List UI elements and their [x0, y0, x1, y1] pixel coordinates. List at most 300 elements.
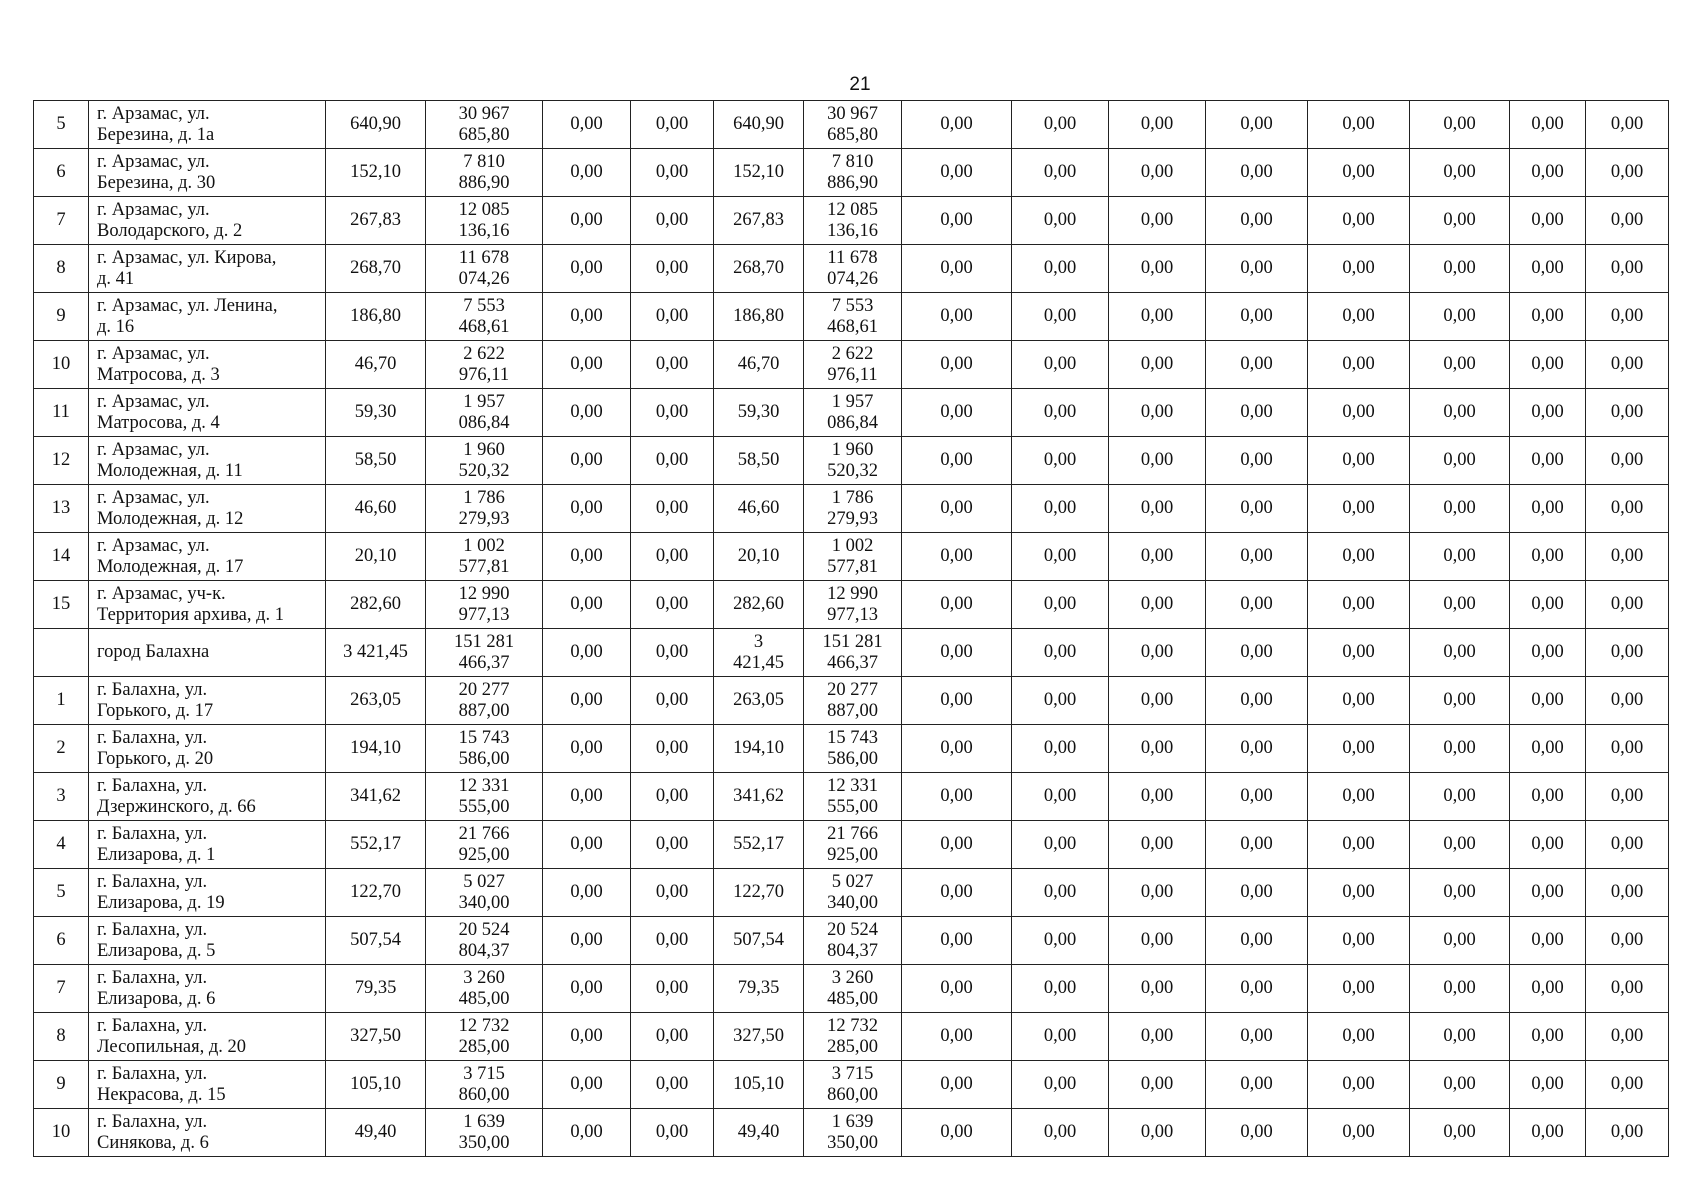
area-cell: 20,10 — [326, 533, 426, 581]
cost-total-cell: 11 678 074,26 — [804, 245, 902, 293]
row-number-cell: 6 — [34, 917, 89, 965]
value-cell: 0,00 — [1586, 629, 1669, 677]
value-cell: 0,00 — [1586, 197, 1669, 245]
value-cell: 0,00 — [543, 917, 631, 965]
cost-total-cell: 15 743 586,00 — [804, 725, 902, 773]
value-cell: 0,00 — [1206, 629, 1308, 677]
value-cell: 0,00 — [1410, 725, 1510, 773]
value-cell: 0,00 — [1510, 629, 1586, 677]
value-cell: 0,00 — [543, 677, 631, 725]
value-cell: 0,00 — [1012, 533, 1109, 581]
address-cell: г. Балахна, ул. Елизарова, д. 1 — [89, 821, 326, 869]
value-cell: 0,00 — [631, 917, 714, 965]
value-cell: 0,00 — [1012, 917, 1109, 965]
value-cell: 0,00 — [543, 101, 631, 149]
cost-cell: 15 743 586,00 — [426, 725, 543, 773]
area-total-cell: 327,50 — [714, 1013, 804, 1061]
cost-total-cell: 2 622 976,11 — [804, 341, 902, 389]
value-cell: 0,00 — [1012, 677, 1109, 725]
cost-total-cell: 3 715 860,00 — [804, 1061, 902, 1109]
table-row — [34, 341, 1669, 389]
value-cell: 0,00 — [631, 1013, 714, 1061]
value-cell: 0,00 — [1109, 197, 1206, 245]
value-cell: 0,00 — [631, 965, 714, 1013]
value-cell: 0,00 — [1012, 101, 1109, 149]
cost-cell: 11 678 074,26 — [426, 245, 543, 293]
value-cell: 0,00 — [1586, 1013, 1669, 1061]
value-cell: 0,00 — [902, 965, 1012, 1013]
value-cell: 0,00 — [1206, 149, 1308, 197]
value-cell: 0,00 — [1308, 533, 1410, 581]
value-cell: 0,00 — [1012, 341, 1109, 389]
table-row — [34, 149, 1669, 197]
value-cell: 0,00 — [543, 197, 631, 245]
value-cell: 0,00 — [1109, 245, 1206, 293]
area-total-cell: 59,30 — [714, 389, 804, 437]
table-row — [34, 1013, 1669, 1061]
value-cell: 0,00 — [902, 293, 1012, 341]
value-cell: 0,00 — [1308, 1109, 1410, 1157]
area-cell: 267,83 — [326, 197, 426, 245]
area-cell: 46,60 — [326, 485, 426, 533]
value-cell: 0,00 — [902, 629, 1012, 677]
value-cell: 0,00 — [1586, 533, 1669, 581]
value-cell: 0,00 — [1109, 533, 1206, 581]
value-cell: 0,00 — [1109, 917, 1206, 965]
cost-cell: 12 331 555,00 — [426, 773, 543, 821]
value-cell: 0,00 — [1586, 245, 1669, 293]
area-cell: 152,10 — [326, 149, 426, 197]
value-cell: 0,00 — [1206, 245, 1308, 293]
value-cell: 0,00 — [1586, 917, 1669, 965]
value-cell: 0,00 — [631, 1109, 714, 1157]
table-row — [34, 917, 1669, 965]
value-cell: 0,00 — [1206, 197, 1308, 245]
table-row — [34, 821, 1669, 869]
value-cell: 0,00 — [1410, 485, 1510, 533]
value-cell: 0,00 — [1308, 485, 1410, 533]
table-row — [34, 581, 1669, 629]
value-cell: 0,00 — [1206, 1061, 1308, 1109]
value-cell: 0,00 — [1308, 1013, 1410, 1061]
value-cell: 0,00 — [1410, 533, 1510, 581]
row-number-cell: 2 — [34, 725, 89, 773]
value-cell: 0,00 — [1109, 629, 1206, 677]
value-cell: 0,00 — [1206, 101, 1308, 149]
address-cell: г. Арзамас, ул. Березина, д. 1а — [89, 101, 326, 149]
address-cell: город Балахна — [89, 629, 326, 677]
value-cell: 0,00 — [902, 821, 1012, 869]
cost-cell: 1 786 279,93 — [426, 485, 543, 533]
value-cell: 0,00 — [1586, 1109, 1669, 1157]
cost-cell: 12 085 136,16 — [426, 197, 543, 245]
address-cell: г. Арзамас, ул. Матросова, д. 4 — [89, 389, 326, 437]
value-cell: 0,00 — [1308, 581, 1410, 629]
value-cell: 0,00 — [1410, 437, 1510, 485]
value-cell: 0,00 — [1109, 149, 1206, 197]
area-total-cell: 79,35 — [714, 965, 804, 1013]
value-cell: 0,00 — [1510, 1109, 1586, 1157]
value-cell: 0,00 — [543, 341, 631, 389]
value-cell: 0,00 — [631, 1061, 714, 1109]
value-cell: 0,00 — [1109, 581, 1206, 629]
value-cell: 0,00 — [1109, 101, 1206, 149]
value-cell: 0,00 — [1510, 773, 1586, 821]
value-cell: 0,00 — [1206, 581, 1308, 629]
value-cell: 0,00 — [902, 773, 1012, 821]
value-cell: 0,00 — [1308, 101, 1410, 149]
value-cell: 0,00 — [1586, 581, 1669, 629]
cost-total-cell: 151 281 466,37 — [804, 629, 902, 677]
area-cell: 49,40 — [326, 1109, 426, 1157]
value-cell: 0,00 — [1308, 341, 1410, 389]
value-cell: 0,00 — [1510, 869, 1586, 917]
cost-total-cell: 12 990 977,13 — [804, 581, 902, 629]
table-row — [34, 1061, 1669, 1109]
value-cell: 0,00 — [543, 149, 631, 197]
value-cell: 0,00 — [1206, 821, 1308, 869]
value-cell: 0,00 — [1012, 965, 1109, 1013]
value-cell: 0,00 — [1109, 869, 1206, 917]
area-cell: 327,50 — [326, 1013, 426, 1061]
address-cell: г. Арзамас, ул. Володарского, д. 2 — [89, 197, 326, 245]
table-row — [34, 245, 1669, 293]
value-cell: 0,00 — [1308, 773, 1410, 821]
cost-cell: 2 622 976,11 — [426, 341, 543, 389]
value-cell: 0,00 — [1012, 629, 1109, 677]
value-cell: 0,00 — [1510, 821, 1586, 869]
value-cell: 0,00 — [543, 581, 631, 629]
area-total-cell: 263,05 — [714, 677, 804, 725]
value-cell: 0,00 — [1012, 389, 1109, 437]
row-number-cell: 5 — [34, 101, 89, 149]
address-cell: г. Арзамас, ул. Матросова, д. 3 — [89, 341, 326, 389]
value-cell: 0,00 — [1410, 245, 1510, 293]
value-cell: 0,00 — [1410, 149, 1510, 197]
value-cell: 0,00 — [1586, 293, 1669, 341]
value-cell: 0,00 — [1510, 245, 1586, 293]
cost-total-cell: 1 786 279,93 — [804, 485, 902, 533]
value-cell: 0,00 — [1410, 341, 1510, 389]
value-cell: 0,00 — [543, 821, 631, 869]
area-cell: 341,62 — [326, 773, 426, 821]
area-total-cell: 46,70 — [714, 341, 804, 389]
value-cell: 0,00 — [1206, 341, 1308, 389]
value-cell: 0,00 — [1109, 773, 1206, 821]
value-cell: 0,00 — [1586, 149, 1669, 197]
area-cell: 59,30 — [326, 389, 426, 437]
value-cell: 0,00 — [902, 725, 1012, 773]
value-cell: 0,00 — [902, 1013, 1012, 1061]
row-number-cell: 9 — [34, 293, 89, 341]
value-cell: 0,00 — [1308, 917, 1410, 965]
value-cell: 0,00 — [631, 581, 714, 629]
value-cell: 0,00 — [1012, 869, 1109, 917]
row-number-cell: 7 — [34, 197, 89, 245]
area-total-cell: 640,90 — [714, 101, 804, 149]
value-cell: 0,00 — [1410, 1013, 1510, 1061]
address-cell: г. Арзамас, ул. Молодежная, д. 12 — [89, 485, 326, 533]
address-cell: г. Арзамас, уч-к. Территория архива, д. 1 — [89, 581, 326, 629]
cost-cell: 151 281 466,37 — [426, 629, 543, 677]
area-total-cell: 552,17 — [714, 821, 804, 869]
value-cell: 0,00 — [543, 245, 631, 293]
area-cell: 105,10 — [326, 1061, 426, 1109]
table-row — [34, 293, 1669, 341]
value-cell: 0,00 — [1109, 1061, 1206, 1109]
value-cell: 0,00 — [1410, 581, 1510, 629]
cost-cell: 30 967 685,80 — [426, 101, 543, 149]
value-cell: 0,00 — [1308, 197, 1410, 245]
value-cell: 0,00 — [631, 437, 714, 485]
area-cell: 3 421,45 — [326, 629, 426, 677]
value-cell: 0,00 — [1206, 1013, 1308, 1061]
area-total-cell: 20,10 — [714, 533, 804, 581]
value-cell: 0,00 — [1510, 437, 1586, 485]
address-cell: г. Балахна, ул. Елизарова, д. 5 — [89, 917, 326, 965]
cost-total-cell: 12 331 555,00 — [804, 773, 902, 821]
value-cell: 0,00 — [631, 197, 714, 245]
value-cell: 0,00 — [1012, 485, 1109, 533]
area-total-cell: 46,60 — [714, 485, 804, 533]
cost-total-cell: 21 766 925,00 — [804, 821, 902, 869]
value-cell: 0,00 — [1308, 293, 1410, 341]
value-cell: 0,00 — [631, 245, 714, 293]
value-cell: 0,00 — [1510, 197, 1586, 245]
value-cell: 0,00 — [1586, 437, 1669, 485]
value-cell: 0,00 — [543, 725, 631, 773]
value-cell: 0,00 — [1510, 533, 1586, 581]
value-cell: 0,00 — [1510, 917, 1586, 965]
value-cell: 0,00 — [631, 725, 714, 773]
area-total-cell: 507,54 — [714, 917, 804, 965]
value-cell: 0,00 — [1109, 677, 1206, 725]
value-cell: 0,00 — [1586, 1061, 1669, 1109]
value-cell: 0,00 — [1308, 725, 1410, 773]
value-cell: 0,00 — [1109, 485, 1206, 533]
value-cell: 0,00 — [902, 1061, 1012, 1109]
value-cell: 0,00 — [1308, 245, 1410, 293]
row-number-cell: 12 — [34, 437, 89, 485]
value-cell: 0,00 — [1206, 437, 1308, 485]
value-cell: 0,00 — [902, 581, 1012, 629]
value-cell: 0,00 — [631, 293, 714, 341]
cost-cell: 1 639 350,00 — [426, 1109, 543, 1157]
value-cell: 0,00 — [543, 437, 631, 485]
cost-total-cell: 3 260 485,00 — [804, 965, 902, 1013]
area-total-cell: 3 421,45 — [714, 629, 804, 677]
value-cell: 0,00 — [631, 101, 714, 149]
address-cell: г. Балахна, ул. Горького, д. 20 — [89, 725, 326, 773]
value-cell: 0,00 — [902, 149, 1012, 197]
table-row — [34, 629, 1669, 677]
row-number-cell: 15 — [34, 581, 89, 629]
address-cell: г. Арзамас, ул. Молодежная, д. 17 — [89, 533, 326, 581]
value-cell: 0,00 — [631, 389, 714, 437]
value-cell: 0,00 — [1510, 1061, 1586, 1109]
area-total-cell: 341,62 — [714, 773, 804, 821]
value-cell: 0,00 — [1410, 677, 1510, 725]
value-cell: 0,00 — [1206, 677, 1308, 725]
value-cell: 0,00 — [1206, 485, 1308, 533]
value-cell: 0,00 — [1012, 293, 1109, 341]
value-cell: 0,00 — [1308, 677, 1410, 725]
table-row — [34, 725, 1669, 773]
value-cell: 0,00 — [1586, 869, 1669, 917]
value-cell: 0,00 — [1410, 197, 1510, 245]
value-cell: 0,00 — [1586, 341, 1669, 389]
cost-cell: 21 766 925,00 — [426, 821, 543, 869]
area-total-cell: 152,10 — [714, 149, 804, 197]
cost-total-cell: 30 967 685,80 — [804, 101, 902, 149]
row-number-cell: 13 — [34, 485, 89, 533]
value-cell: 0,00 — [631, 677, 714, 725]
value-cell: 0,00 — [1510, 581, 1586, 629]
cost-total-cell: 12 085 136,16 — [804, 197, 902, 245]
row-number-cell: 5 — [34, 869, 89, 917]
value-cell: 0,00 — [1586, 485, 1669, 533]
value-cell: 0,00 — [1012, 197, 1109, 245]
value-cell: 0,00 — [902, 389, 1012, 437]
cost-total-cell: 7 810 886,90 — [804, 149, 902, 197]
value-cell: 0,00 — [1510, 293, 1586, 341]
area-total-cell: 194,10 — [714, 725, 804, 773]
value-cell: 0,00 — [1410, 773, 1510, 821]
row-number-cell: 8 — [34, 1013, 89, 1061]
row-number-cell: 14 — [34, 533, 89, 581]
value-cell: 0,00 — [1012, 1013, 1109, 1061]
value-cell: 0,00 — [902, 101, 1012, 149]
value-cell: 0,00 — [1308, 965, 1410, 1013]
cost-cell: 12 990 977,13 — [426, 581, 543, 629]
value-cell: 0,00 — [543, 965, 631, 1013]
area-cell: 79,35 — [326, 965, 426, 1013]
area-total-cell: 122,70 — [714, 869, 804, 917]
value-cell: 0,00 — [1410, 1061, 1510, 1109]
value-cell: 0,00 — [1410, 917, 1510, 965]
value-cell: 0,00 — [1308, 437, 1410, 485]
value-cell: 0,00 — [543, 629, 631, 677]
row-number-cell — [34, 629, 89, 677]
value-cell: 0,00 — [1109, 821, 1206, 869]
value-cell: 0,00 — [1109, 965, 1206, 1013]
value-cell: 0,00 — [543, 485, 631, 533]
value-cell: 0,00 — [1308, 869, 1410, 917]
value-cell: 0,00 — [902, 677, 1012, 725]
cost-total-cell: 20 277 887,00 — [804, 677, 902, 725]
value-cell: 0,00 — [631, 821, 714, 869]
table-row — [34, 101, 1669, 149]
value-cell: 0,00 — [543, 1061, 631, 1109]
value-cell: 0,00 — [1206, 869, 1308, 917]
value-cell: 0,00 — [1206, 293, 1308, 341]
cost-cell: 7 810 886,90 — [426, 149, 543, 197]
area-total-cell: 105,10 — [714, 1061, 804, 1109]
cost-cell: 3 715 860,00 — [426, 1061, 543, 1109]
value-cell: 0,00 — [1012, 581, 1109, 629]
cost-total-cell: 7 553 468,61 — [804, 293, 902, 341]
row-number-cell: 9 — [34, 1061, 89, 1109]
value-cell: 0,00 — [1410, 821, 1510, 869]
cost-cell: 5 027 340,00 — [426, 869, 543, 917]
cost-total-cell: 1 002 577,81 — [804, 533, 902, 581]
value-cell: 0,00 — [543, 869, 631, 917]
value-cell: 0,00 — [1308, 389, 1410, 437]
address-cell: г. Балахна, ул. Дзержинского, д. 66 — [89, 773, 326, 821]
cost-cell: 3 260 485,00 — [426, 965, 543, 1013]
address-cell: г. Арзамас, ул. Березина, д. 30 — [89, 149, 326, 197]
value-cell: 0,00 — [543, 1013, 631, 1061]
table-row — [34, 965, 1669, 1013]
value-cell: 0,00 — [1586, 677, 1669, 725]
address-cell: г. Арзамас, ул. Кирова, д. 41 — [89, 245, 326, 293]
cost-cell: 1 957 086,84 — [426, 389, 543, 437]
area-cell: 268,70 — [326, 245, 426, 293]
value-cell: 0,00 — [1206, 1109, 1308, 1157]
table-row — [34, 485, 1669, 533]
value-cell: 0,00 — [1012, 149, 1109, 197]
area-cell: 263,05 — [326, 677, 426, 725]
area-cell: 186,80 — [326, 293, 426, 341]
value-cell: 0,00 — [1510, 1013, 1586, 1061]
value-cell: 0,00 — [902, 197, 1012, 245]
value-cell: 0,00 — [1109, 293, 1206, 341]
value-cell: 0,00 — [631, 773, 714, 821]
value-cell: 0,00 — [1586, 965, 1669, 1013]
value-cell: 0,00 — [1206, 725, 1308, 773]
area-cell: 640,90 — [326, 101, 426, 149]
value-cell: 0,00 — [1012, 1109, 1109, 1157]
value-cell: 0,00 — [631, 869, 714, 917]
value-cell: 0,00 — [1586, 101, 1669, 149]
value-cell: 0,00 — [1410, 1109, 1510, 1157]
table-row — [34, 1109, 1669, 1157]
row-number-cell: 11 — [34, 389, 89, 437]
value-cell: 0,00 — [902, 869, 1012, 917]
area-total-cell: 186,80 — [714, 293, 804, 341]
cost-cell: 20 277 887,00 — [426, 677, 543, 725]
address-cell: г. Арзамас, ул. Ленина, д. 16 — [89, 293, 326, 341]
value-cell: 0,00 — [1510, 149, 1586, 197]
cost-cell: 1 002 577,81 — [426, 533, 543, 581]
row-number-cell: 8 — [34, 245, 89, 293]
row-number-cell: 4 — [34, 821, 89, 869]
cost-cell: 20 524 804,37 — [426, 917, 543, 965]
value-cell: 0,00 — [1109, 1109, 1206, 1157]
table-row — [34, 773, 1669, 821]
value-cell: 0,00 — [543, 773, 631, 821]
cost-cell: 7 553 468,61 — [426, 293, 543, 341]
row-number-cell: 3 — [34, 773, 89, 821]
area-total-cell: 58,50 — [714, 437, 804, 485]
value-cell: 0,00 — [1510, 965, 1586, 1013]
value-cell: 0,00 — [543, 389, 631, 437]
table-row — [34, 389, 1669, 437]
value-cell: 0,00 — [902, 1109, 1012, 1157]
address-cell: г. Балахна, ул. Елизарова, д. 19 — [89, 869, 326, 917]
value-cell: 0,00 — [1410, 293, 1510, 341]
value-cell: 0,00 — [1586, 773, 1669, 821]
cost-cell: 1 960 520,32 — [426, 437, 543, 485]
value-cell: 0,00 — [1510, 725, 1586, 773]
value-cell: 0,00 — [1510, 101, 1586, 149]
address-cell: г. Балахна, ул. Некрасова, д. 15 — [89, 1061, 326, 1109]
value-cell: 0,00 — [1510, 677, 1586, 725]
area-total-cell: 49,40 — [714, 1109, 804, 1157]
area-total-cell: 268,70 — [714, 245, 804, 293]
value-cell: 0,00 — [543, 293, 631, 341]
value-cell: 0,00 — [902, 917, 1012, 965]
